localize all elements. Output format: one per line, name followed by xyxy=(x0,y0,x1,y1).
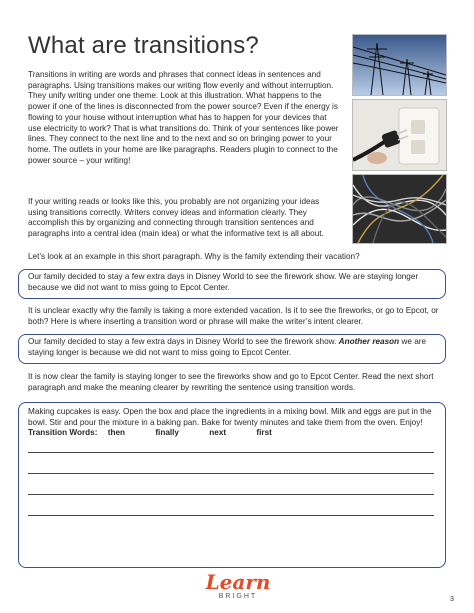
transition-word: finally xyxy=(155,428,179,438)
tangled-cables-photo xyxy=(352,174,447,244)
logo-subtitle: BRIGHT xyxy=(218,593,258,600)
answer-line[interactable] xyxy=(28,515,434,516)
example-revised-end: we are staying longer is because we did not want to miss going to Epcot Center. xyxy=(28,337,427,357)
power-lines-photo xyxy=(352,34,447,96)
transition-word: first xyxy=(256,428,272,438)
example-revised-start: Our family decided to stay a few extra days in Disney World to see the firework show. xyxy=(28,337,339,346)
example-box-revised xyxy=(18,334,446,364)
exercise-text: Making cupcakes is easy. Open the box and place the ingredients in a mixing bowl. Milk and eggs are put in the bowl. Stir and pour the mixture in a baking pan. Bake for twenty minutes and take them from the oven. Enjoy! xyxy=(28,407,432,427)
explanation-paragraph: It is unclear exactly why the family is taking a more extended vacation. Is it to see the fireworks, or go to Epcot, or both? Here is where inserting a transition word or phrase will make the writer’s intent clearer. xyxy=(28,306,439,326)
transition-words-label: Transition Words: xyxy=(28,428,98,438)
intro-paragraph: Transitions in writing are words and phrases that connect ideas in sentences and paragraphs. Using transitions makes our writing flow evenly and without interruption. They unify writing under one theme. Look at this illustration. What happens to the power if one of the lines is disconnected from the power source? Even if the energy is flowing to your house without interruption what has to happen for your devices that use electricity to work? That is what transitions do. Think of your sentences like power lines. They connect to the next line and to the next and so on bringing power to your home. The outlets in your home are like paragraphs. Readers plugin to connect to the power source – your writing! xyxy=(28,70,339,165)
plug-outlet-photo xyxy=(352,99,447,171)
exercise-box xyxy=(18,402,446,568)
transition-phrase: Another reason xyxy=(338,337,400,346)
organizing-paragraph: If your writing reads or looks like this, you probably are not organizing your ideas using transitions correctly. Writers convey ideas and information clearly. They accomplish this by organizing and connecting through transition sentences and paragraphs into a central idea (main idea) or what the informative text is all about. xyxy=(28,197,324,239)
transition-word: next xyxy=(209,428,227,438)
page-number: 3 xyxy=(450,596,454,603)
example-prompt: Let’s look at an example in this short paragraph. Why is the family extending their vacation? xyxy=(28,252,360,261)
example-original-text: Our family decided to stay a few extra days in Disney World to see the firework show. We are staying longer because we did not want to miss going to Epcot Center. xyxy=(28,272,419,292)
answer-line[interactable] xyxy=(28,494,434,495)
learn-bright-logo xyxy=(200,571,276,609)
transition-word: then xyxy=(107,428,126,438)
example-box-original xyxy=(18,269,446,299)
answer-line[interactable] xyxy=(28,473,434,474)
page-title: What are transitions? xyxy=(28,32,259,59)
instruction-paragraph: It is now clear the family is staying longer to see the fireworks show and go to Epcot Center. Read the next short paragraph and make the meaning clearer by rewriting the sentence using transition words. xyxy=(28,372,434,392)
answer-line[interactable] xyxy=(28,452,434,453)
logo-word: Learn xyxy=(205,570,271,594)
